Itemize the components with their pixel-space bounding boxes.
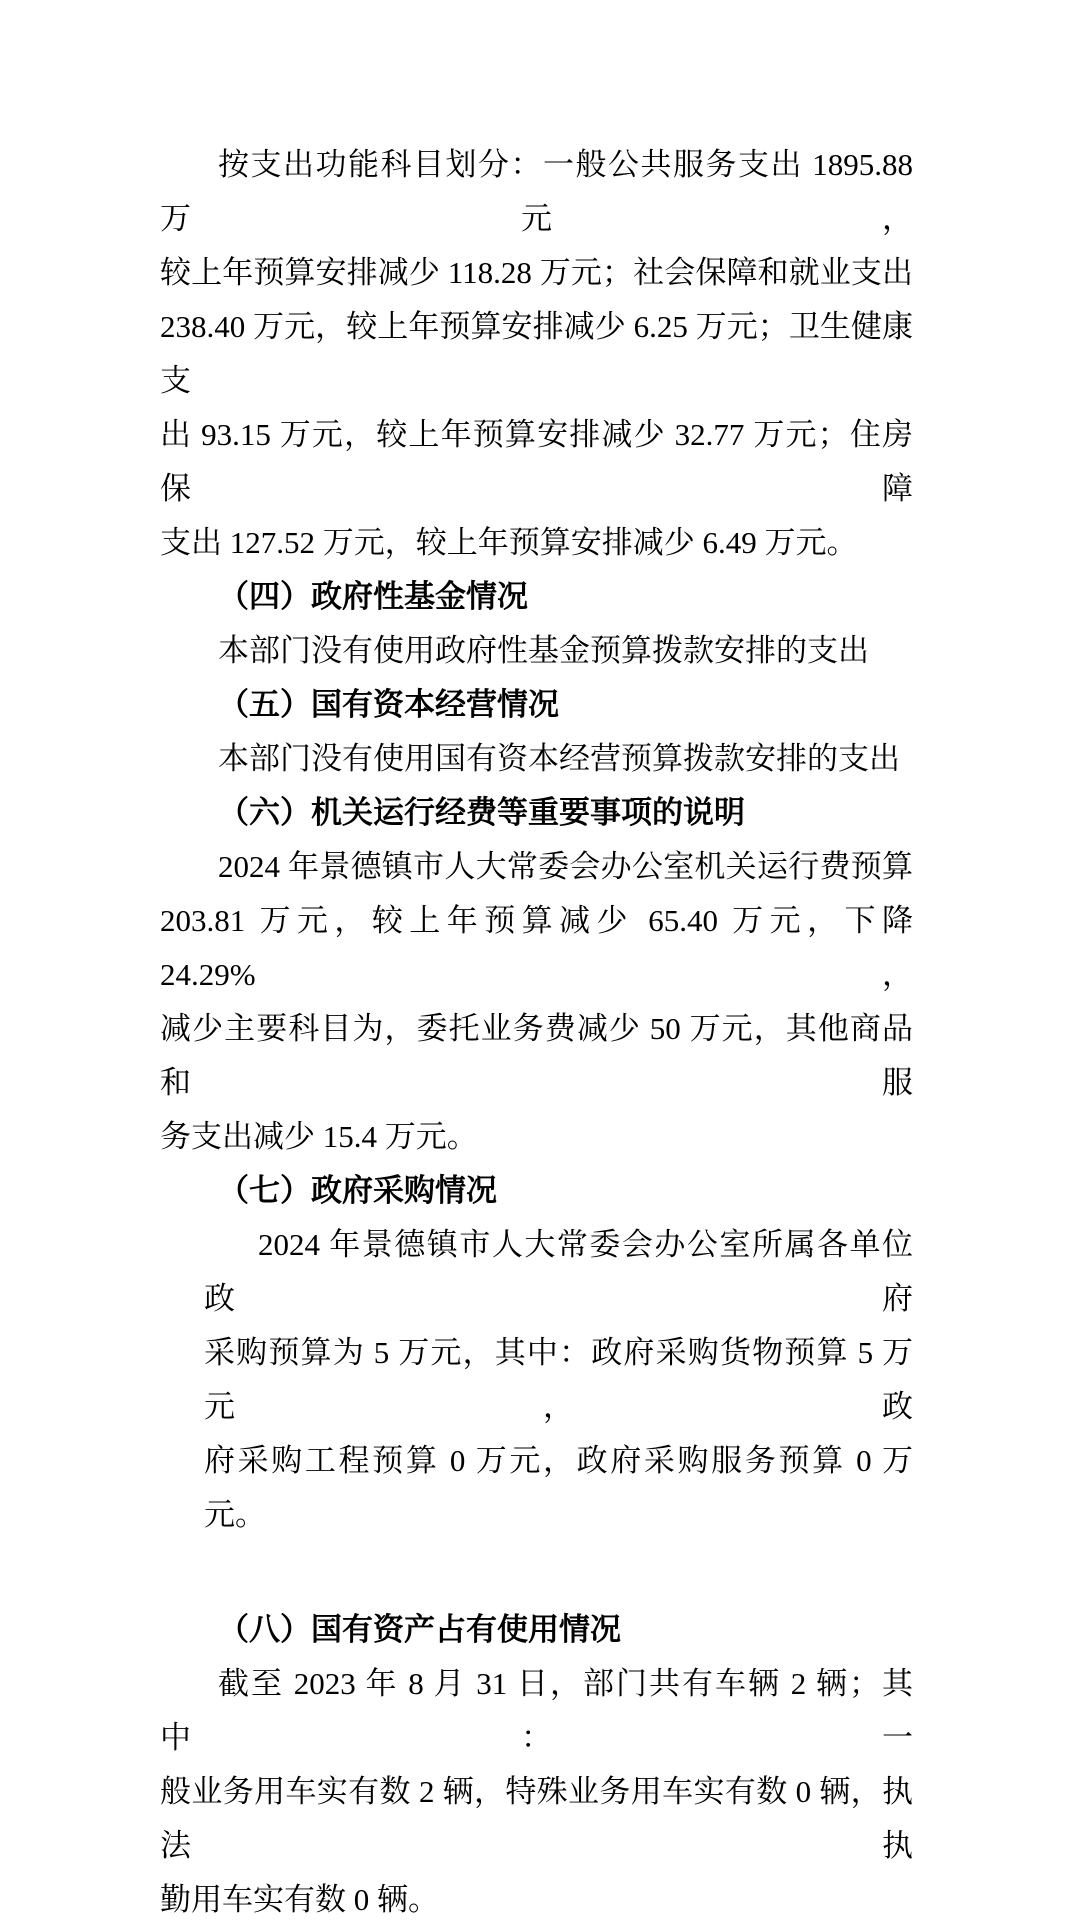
paragraph <box>160 840 913 1164</box>
text-line: 务支出减少 15.4 万元。 <box>160 1119 478 1154</box>
section-heading <box>160 786 913 840</box>
paragraph <box>160 138 913 570</box>
text-line: 本部门没有使用政府性基金预算拨款安排的支出 <box>218 633 869 668</box>
text-line: 出 93.15 万元，较上年预算安排减少 32.77 万元；住房保障 <box>160 417 913 506</box>
text-line: 2024 年景德镇市人大常委会办公室所属各单位政府 <box>204 1227 913 1316</box>
text-line: （五）国有资本经营情况 <box>218 687 559 722</box>
text-line: 203.81 万元，较上年预算减少 65.40 万元，下降 24.29%， <box>160 903 913 992</box>
text-line: 截至 2023 年 8 月 31 日，部门共有车辆 2 辆；其中：一 <box>160 1666 913 1755</box>
text-line: （四）政府性基金情况 <box>218 579 528 614</box>
text-line: （八）国有资产占有使用情况 <box>218 1612 621 1647</box>
text-line: 2024 年景德镇市人大常委会办公室机关运行费预算 <box>218 849 913 884</box>
text-line: 支出 127.52 万元，较上年预算安排减少 6.49 万元。 <box>160 525 858 560</box>
text-line: （六）机关运行经费等重要事项的说明 <box>218 795 745 830</box>
paragraph <box>160 732 913 786</box>
section-heading <box>160 1603 913 1657</box>
section-heading <box>160 570 913 624</box>
section-heading <box>160 678 913 732</box>
text-line: 减少主要科目为，委托业务费减少 50 万元，其他商品和服 <box>160 1011 913 1100</box>
text-line: 府采购工程预算 0 万元，政府采购服务预算 0 万元。 <box>204 1443 913 1532</box>
text-line: （七）政府采购情况 <box>218 1173 497 1208</box>
text-line: 般业务用车实有数 2 辆，特殊业务用车实有数 0 辆，执法执 <box>160 1774 913 1863</box>
text-line: 勤用车实有数 0 辆。 <box>160 1882 439 1917</box>
paragraph <box>204 1218 913 1542</box>
paragraph <box>160 624 913 678</box>
text-line: 238.40 万元，较上年预算安排减少 6.25 万元；卫生健康支 <box>160 309 913 398</box>
section-heading <box>160 1164 913 1218</box>
text-line: 采购预算为 5 万元，其中：政府采购货物预算 5 万元，政 <box>204 1335 913 1424</box>
text-line: 本部门没有使用国有资本经营预算拨款安排的支出 <box>218 741 900 776</box>
text-line: 按支出功能科目划分：一般公共服务支出 1895.88 万元， <box>160 147 913 236</box>
text-line: 较上年预算安排减少 118.28 万元；社会保障和就业支出 <box>160 255 913 290</box>
document-content <box>160 138 913 1927</box>
section-spacer <box>160 1542 913 1603</box>
paragraph <box>160 1657 913 1927</box>
